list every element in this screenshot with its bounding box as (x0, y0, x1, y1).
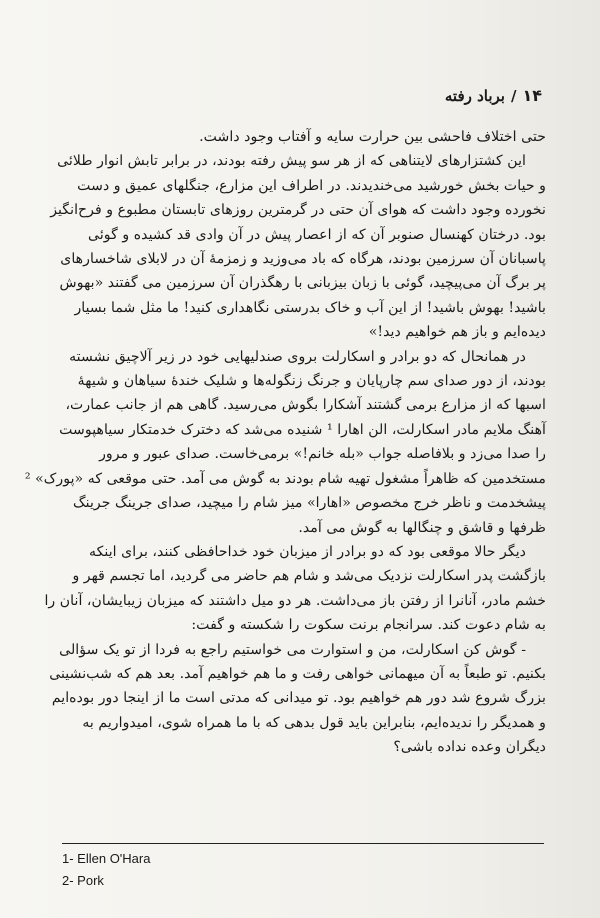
text-line: در همانحال که دو برادر و اسکارلت بروی صندلیهایی خود در زیر آلاچیق نشسته (69, 348, 526, 365)
text-line: بکنیم. تو طبعاً به آن میهمانی خواهی رفت و ما هم خواهیم آمد. بعد هم که شب‌نشینی (49, 665, 546, 682)
text-line: - گوش کن اسکارلت، من و استوارت می خواستیم راجع به فردا از تو یک سؤالی (59, 641, 526, 658)
text-line: ظرفها و قاشق و چنگالها به گوش می آمد. (298, 519, 546, 536)
text-line: و همدیگر را ندیده‌ایم، بنابراین باید قول بدهی که با ما همراه شوی، امیدواریم به (82, 714, 546, 731)
text-line: پاسبانان آن سرزمین بودند، هرگاه که باد می‌وزید و زمزمهٔ آن در لابلای شاخسارهای (60, 251, 546, 268)
body-text (24, 125, 546, 760)
text-line: بود. درختان کهنسال صنوبر آن که از اعصار پیش در آن وادی قد کشیده و گوئی (88, 226, 546, 243)
footnote-rule (62, 843, 544, 844)
text-line: باشید! بهوش باشید! از این آب و خاک بدرستی نگاهداری کنید! ما مثل شما بسیار (74, 299, 546, 316)
text-line: پیشخدمت و ناظر خرج مخصوص «اهارا» میز شام را میچید، صدای جرینگ جرینگ (72, 495, 546, 512)
page-number: ۱۴ (522, 86, 542, 105)
book-title: برباد رفته (444, 87, 505, 105)
footnote-2: 2- Pork (62, 873, 104, 888)
text-line: مستخدمین که ظاهراً مشغول تهیه شام بودند به گوش می آمد. حتی موقعی که «پورک» ² (24, 470, 546, 487)
text-line: نخورده وجود داشت که هوای آن حتی در گرمترین روزهای تابستان مطبوع و فرح‌انگیز (50, 202, 546, 219)
text-line: را صدا می‌زد و بلافاصله جواب «بله خانم!» برمی‌خاست. صدای عبور و مرور (99, 446, 546, 463)
text-line: اسبها که از مزارع برمی گشتند آشکارا بگوش می‌رسید. گاهی هم از جانب عمارت، (65, 397, 546, 414)
header-separator: / (510, 87, 517, 105)
text-line: دیگر حالا موقعی بود که دو برادر از میزبان خود خداحافظی کنند، برای اینکه (88, 543, 526, 560)
text-line: دیگران وعده نداده باشی؟ (393, 739, 546, 756)
text-line: و حیات بخش خورشید می‌خندیدند. در اطراف این مزارع، جنگلهای عمیق و دست (77, 177, 546, 194)
text-line: حتی اختلاف فاحشی بین حرارت سایه و آفتاب وجود داشت. (199, 129, 546, 145)
text-line: بودند، از دور صدای سم چارپایان و جرنگ زنگوله‌ها و شلیک خندهٔ سیاهان و شیههٔ (77, 373, 546, 390)
text-line: بازگشت پدر اسکارلت نزدیک می‌شد و شام هم حاضر می گردید، اما تجسم قهر و (72, 568, 546, 585)
text-line: این کشتزارهای لایتناهی که از هر سو پیش رفته بودند، در برابر تابش انوار طلائی (57, 153, 526, 170)
footnote-1: 1- Ellen O'Hara (62, 851, 151, 866)
footnotes (62, 848, 150, 892)
running-header (445, 86, 542, 105)
text-line: بزرگ شروع شد دور هم خواهیم بود. تو میدانی که مدتی است ما از اینجا دور بوده‌ایم (51, 690, 546, 707)
text-line: پر برگ آن می‌پیچید، گوئی با زبان بیزبانی با رهگذران آن سرزمین می گفتند «بهوش (59, 275, 546, 292)
text-line: خشم مادر، آنانرا از رفتن باز می‌داشت. هر دو میل داشتند که میزبان زیبایشان، آنان را (44, 592, 546, 609)
text-line: به شام دعوت کند. سرانجام برنت سکوت را شکسته و گفت: (191, 617, 546, 634)
text-line: آهنگ ملایم مادر اسکارلت، الن اهارا ¹ شنیده می‌شد که دخترک خدمتکار سیاهپوست (59, 421, 546, 438)
text-line: دیده‌ایم و باز هم خواهیم دید!» (368, 324, 546, 341)
